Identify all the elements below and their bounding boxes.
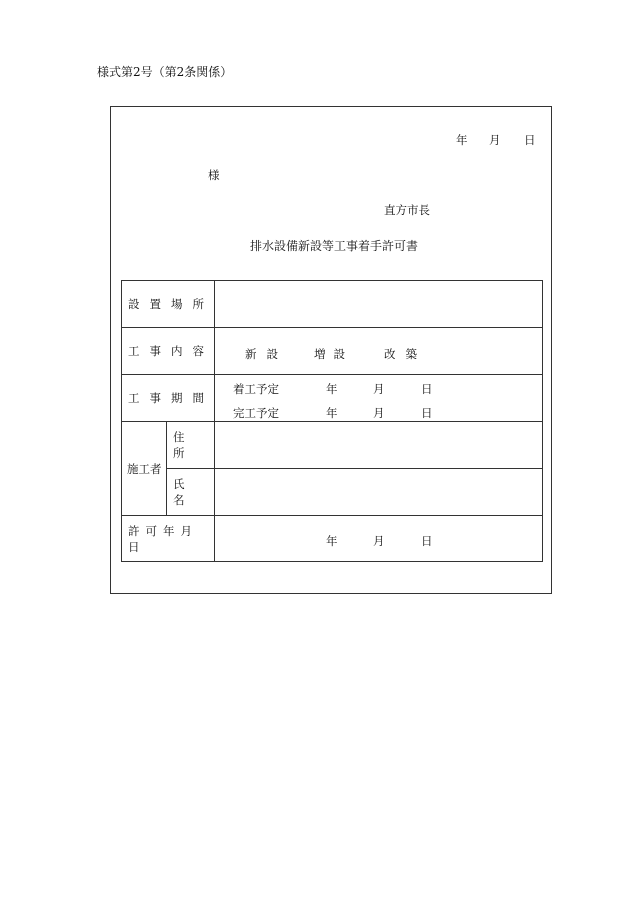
permit-month: 月 <box>373 534 385 548</box>
location-value[interactable] <box>215 281 543 328</box>
row-period <box>122 375 543 422</box>
row-work-content <box>122 328 543 375</box>
permit-date-values <box>215 516 543 562</box>
form-number: 様式第2号（第2条関係） <box>97 65 233 79</box>
address-label: 住所 <box>167 422 215 469</box>
contractor-label: 施工者 <box>122 422 167 516</box>
period-values <box>215 375 543 422</box>
start-label: 着工予定 <box>233 382 279 396</box>
start-month: 月 <box>373 382 385 396</box>
permit-day: 日 <box>421 534 433 548</box>
start-day: 日 <box>421 382 433 396</box>
work-options <box>215 328 543 375</box>
date-year: 年 <box>456 133 468 147</box>
end-label: 完工予定 <box>233 406 279 420</box>
address-value[interactable] <box>215 422 543 469</box>
work-content-label: 工事内容 <box>122 328 215 375</box>
start-year: 年 <box>326 382 338 396</box>
name-label: 氏名 <box>167 469 215 516</box>
issuer: 直方市長 <box>384 203 430 217</box>
date-day: 日 <box>524 133 536 147</box>
date-month: 月 <box>489 133 501 147</box>
row-location <box>122 281 543 328</box>
option-extend[interactable]: 増設 <box>314 347 353 361</box>
row-contractor-name <box>122 469 543 516</box>
permit-year: 年 <box>326 534 338 548</box>
row-permit-date <box>122 516 543 562</box>
row-contractor-address <box>122 422 543 469</box>
permit-form-table <box>121 280 543 562</box>
name-value[interactable] <box>215 469 543 516</box>
permit-date-label: 許可年月日 <box>122 516 215 562</box>
option-new[interactable]: 新設 <box>245 347 288 361</box>
location-label: 設置場所 <box>122 281 215 328</box>
addressee-suffix: 様 <box>208 168 220 182</box>
end-year: 年 <box>326 406 338 420</box>
option-rebuild[interactable]: 改築 <box>384 347 427 361</box>
document-title: 排水設備新設等工事着手許可書 <box>250 239 419 253</box>
end-day: 日 <box>421 406 433 420</box>
period-label: 工事期間 <box>122 375 215 422</box>
end-month: 月 <box>373 406 385 420</box>
